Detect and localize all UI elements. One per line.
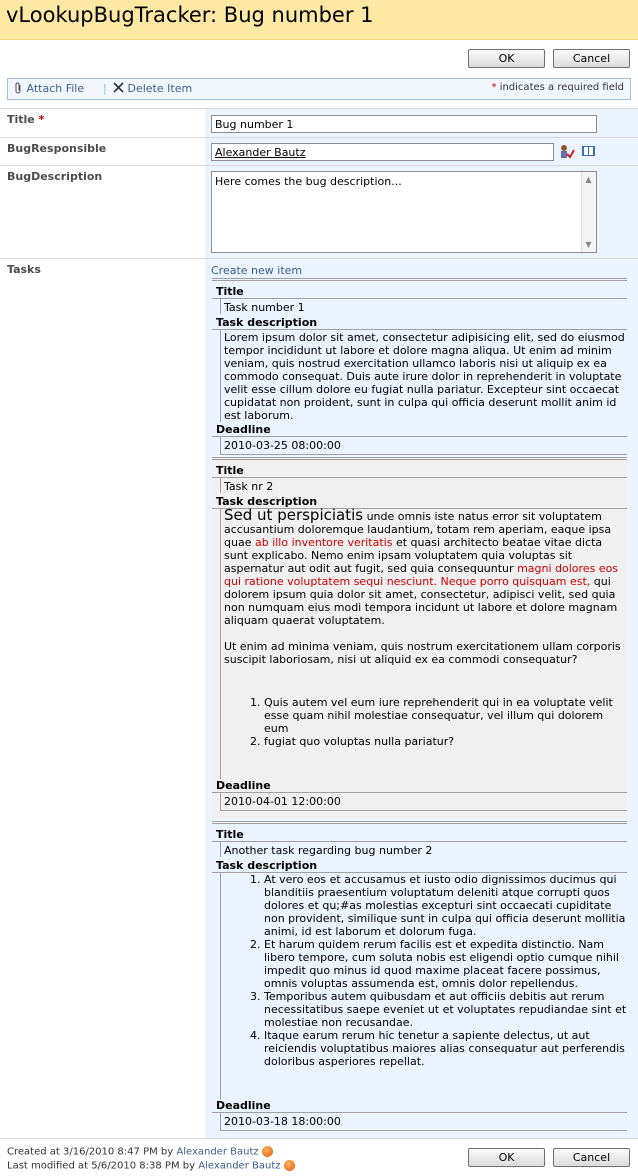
address-book-icon[interactable] bbox=[581, 144, 596, 158]
task-title-value: Task number 1 bbox=[220, 299, 627, 314]
task-deadline-value: 2010-03-25 08:00:00 bbox=[220, 437, 627, 455]
task-title-value: Task nr 2 bbox=[220, 478, 627, 493]
task-description-value: Lorem ipsum dolor sit amet, consectetur adipisicing elit, sed do eiusmod tempor incididunt ut labore et dolore magna aliqua. Ut enim ad minim veniam, quis nostrud exercitation ullamco laboris nisi ut aliquip ex ea commodo consequat. Duis aute irure dolor in reprehenderit in voluptate velit esse cillum dolore eu fugiat nulla pariatur. Excepteur sint occaecat cupidatat non proident, sunt in culpa qui officia deserunt mollit anim id est laborum. bbox=[220, 330, 627, 422]
list-item: 4. Itaque earum rerum hic tenetur a sapiente delectus, ut aut reiciendis voluptatibus maiores alias consequatur aut perferendis doloribus asperiores repellat. bbox=[264, 1029, 627, 1068]
presence-status-icon[interactable] bbox=[284, 1160, 295, 1171]
page-title: vLookupBugTracker: Bug number 1 bbox=[0, 0, 638, 40]
list-item: 1. Quis autem vel eum iure reprehenderit qui in ea voluptate velit esse quam nihil molestiae consequatur, vel illum qui dolorem eum bbox=[264, 696, 627, 735]
toolbar-separator: | bbox=[103, 82, 107, 95]
cancel-button-top[interactable]: Cancel bbox=[553, 49, 630, 68]
title-row bbox=[0, 108, 638, 138]
list-item: 3. Temporibus autem quibusdam et aut officiis debitis aut rerum necessitatibus saepe eveniet ut et voluptates repudiandae sint et molestiae non recusandae. bbox=[264, 990, 627, 1029]
task-deadline-header: Deadline bbox=[212, 423, 627, 437]
task-title-header: Title bbox=[212, 464, 627, 478]
attach-file-label: Attach File bbox=[26, 82, 85, 95]
bug-responsible-label: BugResponsible bbox=[7, 142, 107, 155]
task-card bbox=[212, 457, 627, 819]
cancel-button-bottom[interactable]: Cancel bbox=[553, 1148, 630, 1167]
task-description-value bbox=[220, 873, 627, 1099]
list-item: 2. fugiat quo voluptas nulla pariatur? bbox=[264, 735, 627, 748]
modified-info: Last modified at 5/6/2010 8:38 PM by Alexander Bautz bbox=[7, 1160, 295, 1172]
task-deadline-header: Deadline bbox=[212, 1099, 627, 1113]
task-card bbox=[212, 278, 627, 452]
bug-description-text: Here comes the bug description... bbox=[215, 175, 402, 188]
list-item: 1. At vero eos et accusamus et iusto odio dignissimos ducimus qui blanditiis praesentium voluptatum deleniti atque corrupti quos dolores et qu;#as molestias excepturi sint occaecati cupiditate non provident, similique sunt in culpa qui officia deserunt mollitia animi, id est laborum et dolorum fuga. bbox=[264, 873, 627, 938]
task-title-header: Title bbox=[212, 285, 627, 299]
attach-file-button[interactable] bbox=[14, 82, 84, 95]
delete-item-button[interactable] bbox=[113, 82, 192, 95]
bug-responsible-row bbox=[0, 137, 638, 166]
ok-button-top[interactable]: OK bbox=[468, 49, 545, 68]
toolbar bbox=[7, 78, 631, 100]
paperclip-icon bbox=[14, 82, 23, 94]
required-field-note: * indicates a required field bbox=[491, 82, 624, 93]
check-names-icon[interactable] bbox=[559, 144, 575, 160]
textarea-scrollbar[interactable] bbox=[581, 172, 596, 252]
ok-button-bottom[interactable]: OK bbox=[468, 1148, 545, 1167]
bug-responsible-input[interactable]: Alexander Bautz bbox=[211, 143, 554, 161]
tasks-label: Tasks bbox=[7, 263, 41, 276]
scroll-down-arrow-icon[interactable]: ▼ bbox=[585, 240, 592, 249]
list-item: 2. Et harum quidem rerum facilis est et expedita distinctio. Nam libero tempore, cum soluta nobis est eligendi optio cumque nihil impedit quo minus id quod maxime placeat facere possimus, omnis voluptas assumenda est, omnis dolor repellendus. bbox=[264, 938, 627, 990]
task-deadline-header: Deadline bbox=[212, 779, 627, 793]
title-label: Title * bbox=[7, 113, 45, 126]
delete-x-icon bbox=[113, 82, 124, 93]
bug-description-label: BugDescription bbox=[7, 170, 103, 183]
task-deadline-value: 2010-03-18 18:00:00 bbox=[220, 1113, 627, 1131]
task-title-header: Title bbox=[212, 828, 627, 842]
task-card bbox=[212, 821, 627, 1131]
created-info: Created at 3/16/2010 8:47 PM by Alexander Bautz bbox=[7, 1146, 273, 1158]
task-title-value: Another task regarding bug number 2 bbox=[220, 842, 627, 857]
create-new-item-link[interactable]: Create new item bbox=[211, 264, 303, 277]
scroll-up-arrow-icon[interactable]: ▲ bbox=[585, 175, 592, 184]
task-description-header: Task description bbox=[212, 495, 627, 509]
task-description-value: Sed ut perspiciatis unde omnis iste natus error sit voluptatem accusantium doloremque laudantium, totam rem aperiam, eaque ipsa quae ab illo inventore veritatis et quasi architecto beatae vitae dicta sunt explicabo. Nemo enim ipsam voluptatem quia voluptas sit aspernatur aut odit aut fugit, sed quia consequuntur magni dolores eos qui ratione voluptatem sequi nesciunt. Neque porro quisquam est, qui dolorem ipsum quia dolor sit amet, consectetur, adipisci velit, sed quia non numquam eius modi tempora incidunt ut labore et dolore magnam aliquam quaerat voluptatem. Ut enim ad minima veniam, quis nostrum exercitationem ullam corporis suscipit laboriosam, nisi ut aliquid ex ea commodi consequatur? 1. Quis autem vel eum iure reprehenderit qui in ea voluptate velit esse quam nihil molestiae consequatur, vel illum qui dolorem eum 2. fugiat quo voluptas nulla pariatur? bbox=[220, 509, 627, 779]
delete-item-label: Delete Item bbox=[127, 82, 193, 95]
bug-description-textarea[interactable] bbox=[211, 171, 597, 253]
created-by-link[interactable]: Alexander Bautz bbox=[176, 1146, 259, 1158]
task-description-header: Task description bbox=[212, 316, 627, 330]
modified-by-link[interactable]: Alexander Bautz bbox=[198, 1160, 281, 1172]
presence-status-icon[interactable] bbox=[262, 1146, 273, 1157]
task-description-header: Task description bbox=[212, 859, 627, 873]
task-deadline-value: 2010-04-01 12:00:00 bbox=[220, 793, 627, 811]
title-input[interactable]: Bug number 1 bbox=[211, 115, 597, 133]
